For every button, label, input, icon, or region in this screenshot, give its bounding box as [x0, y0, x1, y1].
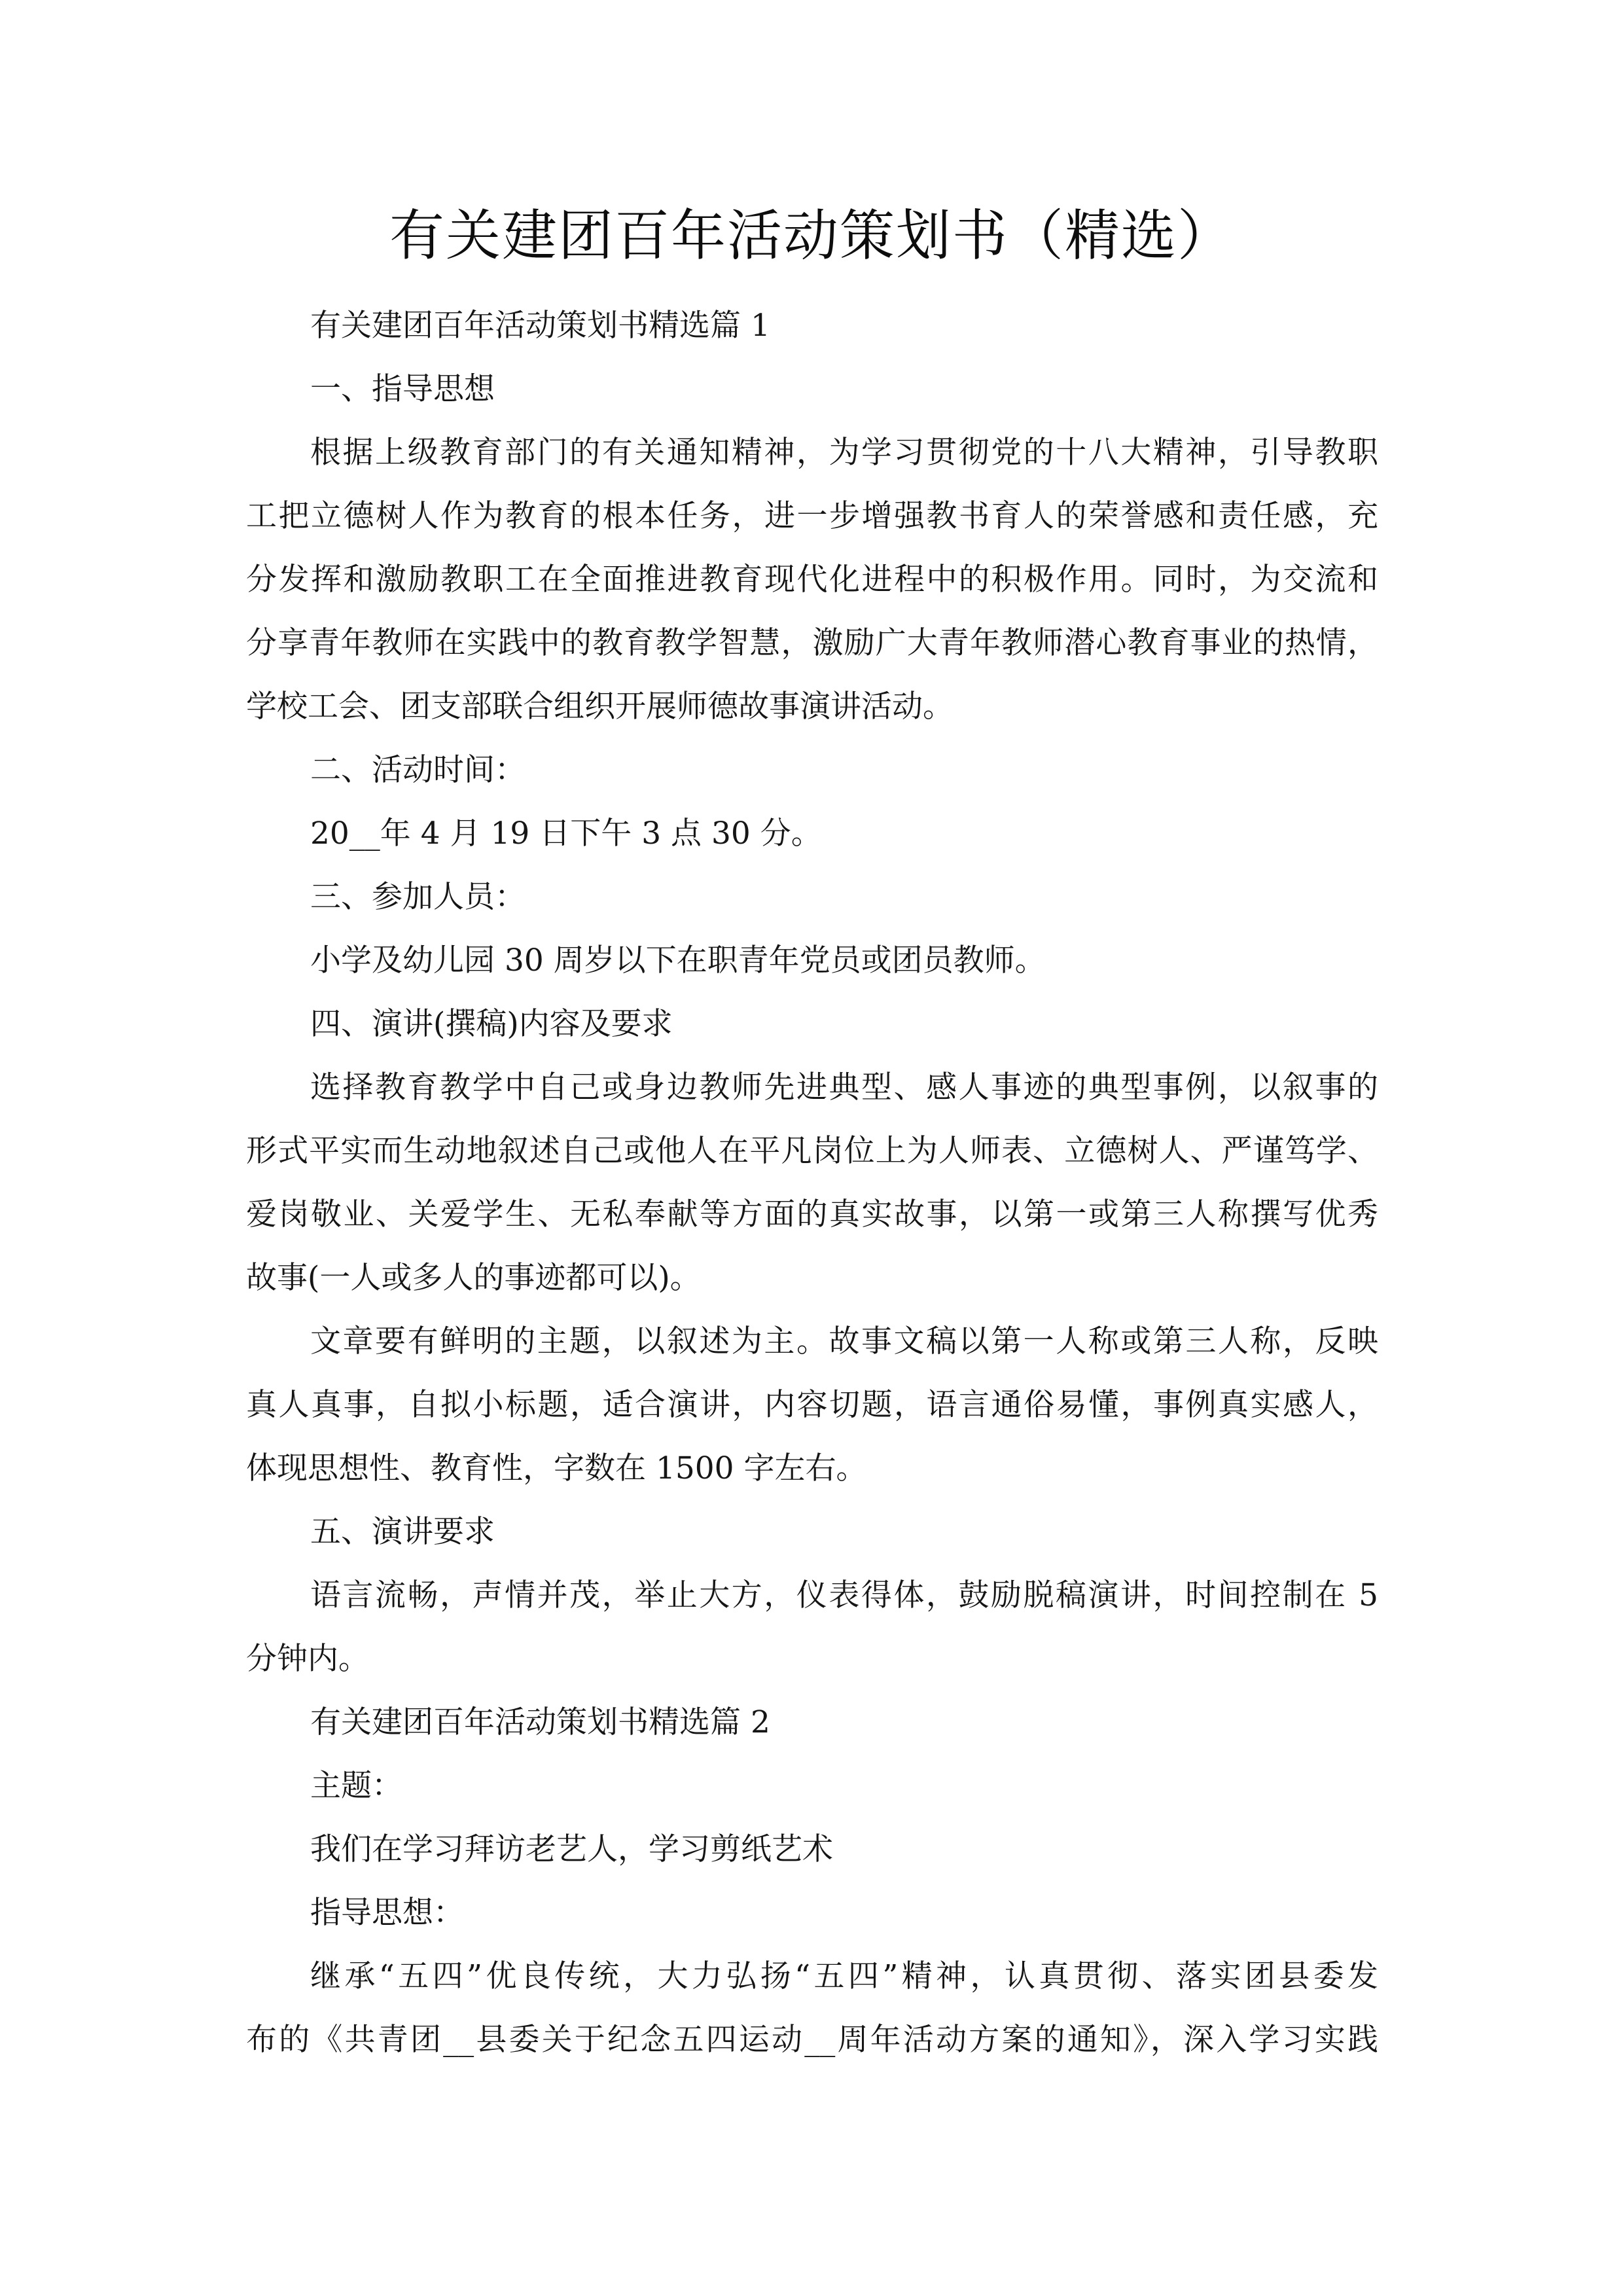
- section-heading-participants: 三、参加人员：: [310, 879, 526, 915]
- paragraph-line: 分发挥和激励教职工在全面推进教育现代化进程中的积极作用。同时，为交流和: [246, 562, 1378, 598]
- paragraph-line: 根据上级教育部门的有关通知精神，为学习贯彻党的十八大精神，引导教职: [310, 435, 1378, 471]
- paragraph-line: 故事(一人或多人的事迹都可以)。: [246, 1260, 701, 1296]
- paragraph-line: 20__年 4 月 19 日下午 3 点 30 分。: [310, 816, 822, 852]
- paragraph-line: 形式平实而生动地叙述自己或他人在平凡岗位上为人师表、立德树人、严谨笃学、: [246, 1133, 1378, 1169]
- paragraph-line: 语言流畅，声情并茂，举止大方，仪表得体，鼓励脱稿演讲，时间控制在 5: [310, 1577, 1378, 1613]
- section-heading-activity-time: 二、活动时间：: [310, 752, 526, 788]
- section-heading-part-1: 有关建团百年活动策划书精选篇 1: [310, 308, 770, 344]
- paragraph-line: 学校工会、团支部联合组织开展师德故事演讲活动。: [246, 689, 954, 725]
- section-heading-guiding-ideology: 一、指导思想: [310, 371, 495, 407]
- document-title: 有关建团百年活动策划书（精选）: [389, 204, 1234, 268]
- paragraph-line: 工把立德树人作为教育的根本任务，进一步增强教书育人的荣誉感和责任感，充: [246, 498, 1378, 534]
- paragraph-line: 真人真事，自拟小标题，适合演讲，内容切题，语言通俗易懂，事例真实感人，: [246, 1387, 1378, 1423]
- paragraph-line: 文章要有鲜明的主题，以叙述为主。故事文稿以第一人称或第三人称，反映: [310, 1323, 1378, 1359]
- section-heading-speech-requirements: 五、演讲要求: [310, 1514, 495, 1550]
- paragraph-line: 体现思想性、教育性，字数在 1500 字左右。: [246, 1450, 867, 1486]
- paragraph-line: 布的《共青团__县委关于纪念五四运动__周年活动方案的通知》，深入学习实践: [246, 2022, 1378, 2058]
- paragraph-line: 爱岗敬业、关爱学生、无私奉献等方面的真实故事，以第一或第三人称撰写优秀: [246, 1196, 1378, 1232]
- paragraph-line: 分享青年教师在实践中的教育教学智慧，激励广大青年教师潜心教育事业的热情，: [246, 625, 1378, 661]
- paragraph-line: 继承“五四”优良传统，大力弘扬“五四”精神，认真贯彻、落实团县委发: [310, 1958, 1378, 1994]
- section-heading-part-2: 有关建团百年活动策划书精选篇 2: [310, 1704, 770, 1740]
- paragraph-line: 我们在学习拜访老艺人，学习剪纸艺术: [310, 1831, 833, 1867]
- section-heading-guiding-ideology-2: 指导思想：: [310, 1895, 464, 1931]
- paragraph-line: 小学及幼儿园 30 周岁以下在职青年党员或团员教师。: [310, 942, 1046, 978]
- paragraph-line: 分钟内。: [246, 1641, 369, 1677]
- document-body: [246, 294, 1378, 2072]
- section-heading-theme: 主题：: [310, 1768, 402, 1804]
- section-heading-speech-content: 四、演讲(撰稿)内容及要求: [310, 1006, 673, 1042]
- paragraph-line: 选择教育教学中自己或身边教师先进典型、感人事迹的典型事例，以叙事的: [310, 1069, 1378, 1105]
